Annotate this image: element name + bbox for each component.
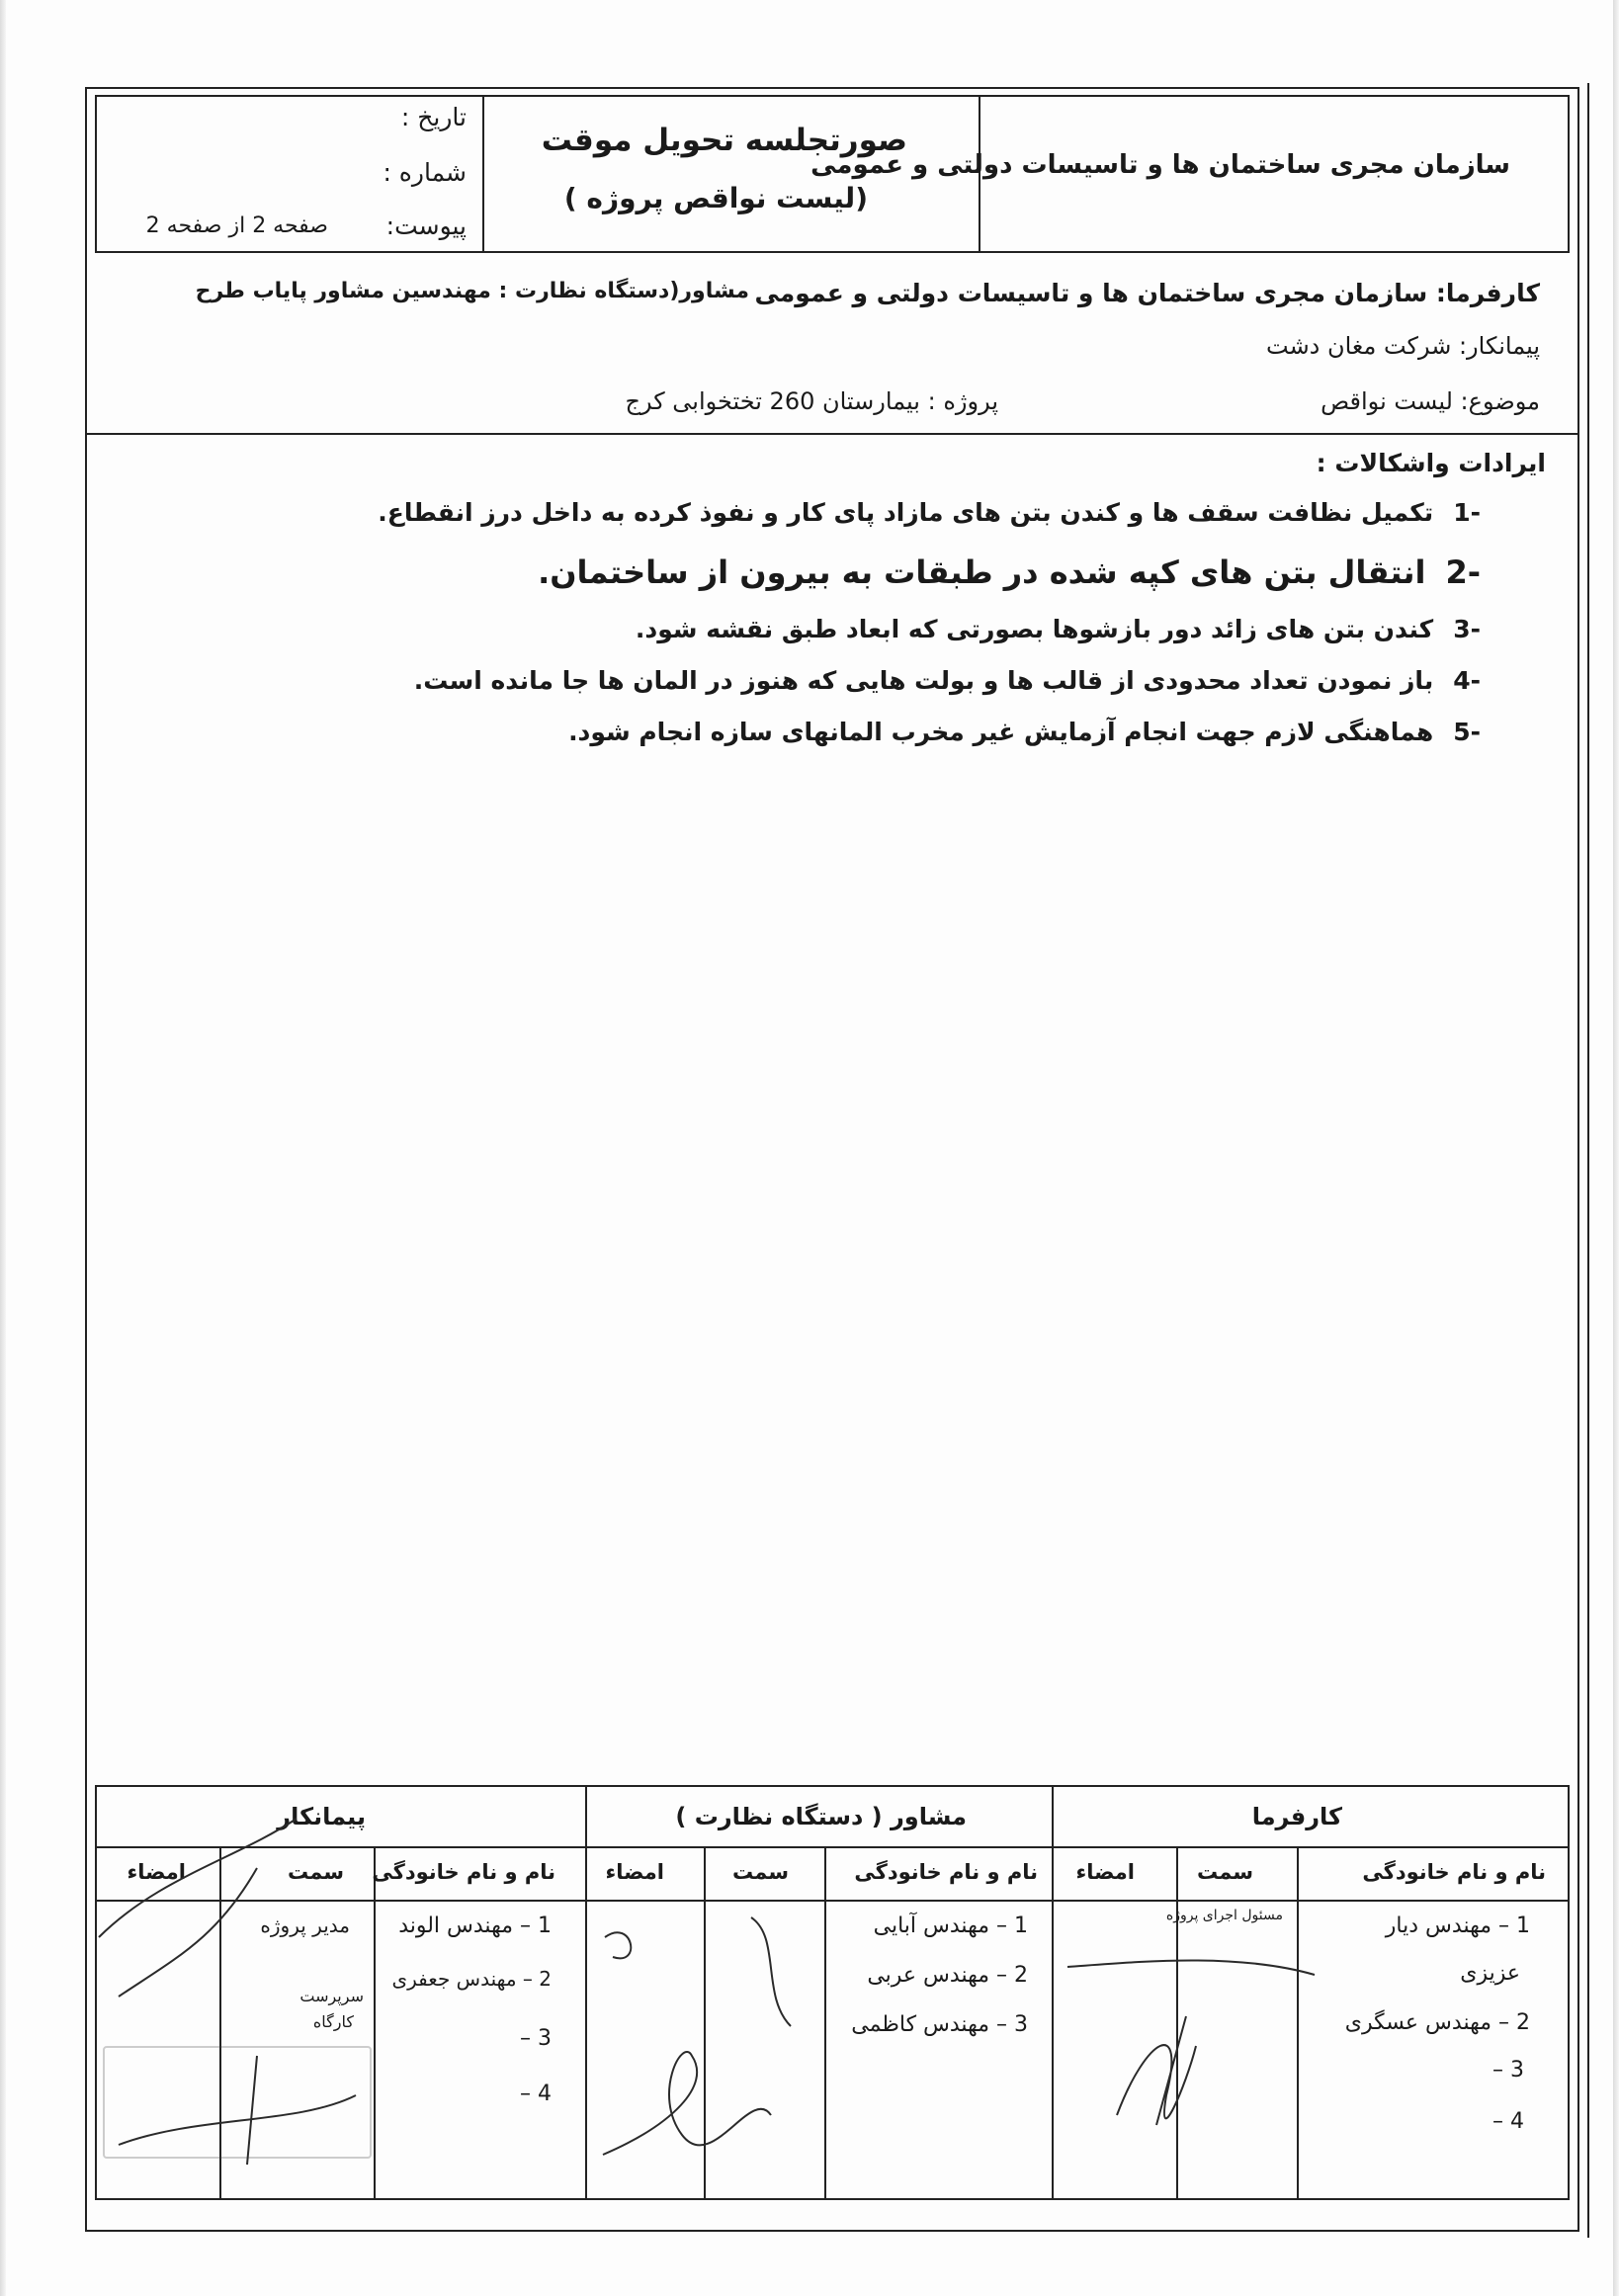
employer-role: مسئول اجرای پروژه: [1165, 1908, 1283, 1923]
consultant-col-divider-1: [824, 1846, 826, 2200]
issue-item-1: [378, 498, 1481, 527]
contractor-role-1: مدیر پروژه: [260, 1913, 350, 1937]
consultant-row-2: 2 – مهندس عربی: [867, 1963, 1028, 1988]
employer-col-sign: امضاء: [1075, 1860, 1135, 1884]
employer-col-divider-1: [1297, 1846, 1299, 2200]
organization-name: سازمان مجری ساختمان ها و تاسیسات دولتی و عمومی: [810, 150, 1510, 180]
contractor-col-name: نام و نام خانودگی: [372, 1860, 555, 1884]
issues-heading: ایرادات واشکالات :: [1316, 449, 1546, 477]
issue-number: -1: [1453, 498, 1481, 527]
employer-row-3: 3 –: [1492, 2058, 1524, 2083]
employer-row-1: 1 – مهندس دیار: [1385, 1913, 1530, 1938]
consultant-col-divider-2: [704, 1846, 706, 2200]
issue-number: -4: [1453, 666, 1481, 695]
issue-number: -5: [1453, 718, 1481, 746]
employer-section-title: کارفرما: [1251, 1803, 1342, 1830]
contractor-row-4: 4 –: [520, 2082, 552, 2106]
consultant-section-title: مشاور ( دستگاه نظارت ): [675, 1803, 967, 1830]
doc-title: صورتجلسه تحویل موقت: [541, 123, 907, 158]
employer-col-divider-2: [1176, 1846, 1178, 2200]
contractor-row-3: 3 –: [520, 2026, 552, 2051]
project-line: پروژه : بیمارستان 260 تختخوابی کرج: [625, 387, 998, 415]
contractor-stamp: [103, 2046, 372, 2159]
contractor-line: پیمانکار: شرکت مغان دشت: [1266, 332, 1540, 360]
date-label: تاریخ :: [400, 103, 467, 131]
scan-edge-left: [0, 0, 6, 2296]
employer-row-1b: عزیزی: [1460, 1961, 1520, 1986]
employer-col-name: نام و نام خانودگی: [1362, 1860, 1546, 1884]
employer-row-4: 4 –: [1492, 2109, 1524, 2134]
employer-line: کارفرما: سازمان مجری ساختمان ها و تاسیسات دولتی و عمومی: [754, 279, 1540, 307]
issue-item-2: [538, 553, 1481, 591]
contractor-col-role: سمت: [288, 1860, 344, 1884]
consultant-line: مشاور(دستگاه نظارت : مهندسین مشاور پایاب طرح: [195, 279, 749, 303]
sig-col-header-line: [95, 1900, 1570, 1902]
employer-row-2: 2 – مهندس عسگری: [1344, 2010, 1530, 2035]
contractor-row-2: 2 – مهندس جعفری: [391, 1967, 552, 1991]
issue-number: -2: [1445, 553, 1481, 591]
consultant-col-sign: امضاء: [605, 1860, 664, 1884]
contractor-col-sign: امضاء: [127, 1860, 186, 1884]
contractor-role-2: سرپرست: [299, 1987, 364, 2005]
consultant-col-role: سمت: [732, 1860, 789, 1884]
header-divider-1: [482, 95, 484, 253]
number-label: شماره :: [383, 158, 467, 187]
attachment-label: پیوست:: [385, 212, 467, 240]
issue-text: کندن بتن های زائد دور بازشوها بصورتی که ابعاد طبق نقشه شود.: [635, 615, 1434, 643]
issue-item-5: [568, 718, 1481, 746]
info-divider: [85, 433, 1579, 435]
issue-text: باز نمودن تعداد محدودی از قالب ها و بولت هایی که هنوز در المان ها جا مانده است.: [413, 666, 1434, 695]
sig-title-row-line: [95, 1846, 1570, 1848]
consultant-col-name: نام و نام خانودگی: [854, 1860, 1038, 1884]
consultant-row-1: 1 – مهندس آبایی: [873, 1913, 1028, 1938]
scan-edge-right: [1613, 0, 1619, 2296]
contractor-role-3: کارگاه: [312, 2012, 354, 2031]
contractor-row-1: 1 – مهندس الوند: [398, 1913, 552, 1938]
issue-text: انتقال بتن های کپه شده در طبقات به بیرون از ساختمان.: [538, 553, 1426, 591]
doc-subtitle: (لیست نواقص پروژه ): [563, 182, 868, 214]
frame-right-double: [1587, 83, 1589, 2238]
issue-text: هماهنگی لازم جهت انجام آزمایش غیر مخرب المانهای سازه انجام شود.: [568, 718, 1434, 746]
issue-number: -3: [1453, 615, 1481, 643]
issue-item-3: [636, 615, 1481, 643]
page-info: صفحه 2 از صفحه 2: [145, 213, 328, 238]
contractor-section-title: پیمانکار: [277, 1803, 366, 1830]
issue-item-4: [414, 666, 1481, 695]
subject-line: موضوع: لیست نواقص: [1321, 387, 1540, 415]
contractor-col-divider-1: [374, 1846, 376, 2200]
employer-col-role: سمت: [1197, 1860, 1253, 1884]
consultant-row-3: 3 – مهندس کاظمی: [851, 2012, 1028, 2037]
issue-text: تکمیل نظافت سقف ها و کندن بتن های مازاد پای کار و نفوذ کرده به داخل درز انقطاع.: [378, 498, 1434, 527]
